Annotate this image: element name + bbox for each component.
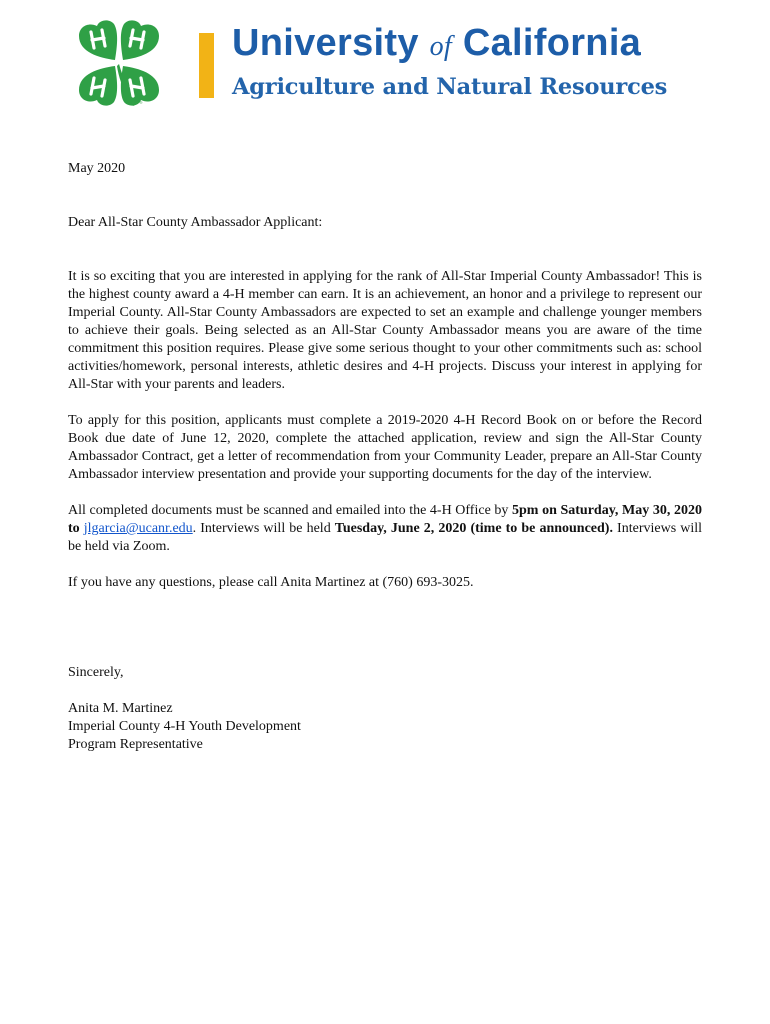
uc-of: of <box>429 31 452 62</box>
signer-title-line-1: Imperial County 4-H Youth Development <box>68 719 301 734</box>
letter-salutation: Dear All-Star County Ambassador Applicant: <box>68 215 323 230</box>
deadline-text-3: Interviews will be held via Zoom. <box>68 521 703 554</box>
letterhead <box>0 0 770 120</box>
email-link[interactable]: jlgarcia@ucanr.edu <box>83 521 193 536</box>
interview-date-bold: Tuesday, June 2, 2020 (time to be announced). <box>334 521 613 536</box>
uc-california: California <box>462 22 642 64</box>
letter-date: May 2020 <box>68 161 126 176</box>
letter-body <box>68 160 702 754</box>
accent-bar <box>199 33 214 98</box>
signer-name: Anita M. Martinez <box>68 701 173 716</box>
paragraph-contact: If you have any questions, please call Anita Martinez at (760) 693-3025. <box>68 575 474 590</box>
paragraph-application: To apply for this position, applicants must complete a 2019-2020 4-H Record Book on or before the Record Book due date of June 12, 2020, complete the attached application, review and sign the All-Star County Ambassador Contract, get a letter of recommendation from your Community Leader, prepare an All-Star County Ambassador interview presentation and provide your supporting documents for the day of the interview. <box>68 413 702 482</box>
signer-title-line-2: Program Representative <box>68 737 203 752</box>
paragraph-deadline <box>68 502 702 556</box>
deadline-text-1: All completed documents must be scanned and emailed into the 4-H Office by <box>68 503 513 518</box>
clover-trademark: 4-H ® <box>132 100 143 105</box>
spacer <box>68 610 702 664</box>
clover-logo-icon <box>68 18 170 108</box>
letter-closing: Sincerely, <box>68 665 124 680</box>
paragraph-intro: It is so exciting that you are interested in applying for the rank of All-Star Imperial County Ambassador! This is the highest county award a 4-H member can earn. It is an achievement, an honor and a privilege to represent our Imperial County. All-Star County Ambassadors are expected to set an example and challenge younger members to achieve their goals. Being selected as an All-Star County Ambassador means you are aware of the time commitment this position requires. Please give some serious thought to your other commitments such as: school activities/homework, personal interests, athletic desires and 4-H projects. Discuss your interest in applying for All-Star with your parents and leaders. <box>68 269 702 392</box>
deadline-date-bold: 5pm on Saturday, May 30, 2020 to <box>68 503 702 536</box>
uc-university: University <box>232 22 419 64</box>
deadline-text-2: . Interviews will be held <box>192 521 335 536</box>
uc-wordmark <box>232 24 641 62</box>
anr-wordmark: Agriculture and Natural Resources <box>232 74 668 100</box>
